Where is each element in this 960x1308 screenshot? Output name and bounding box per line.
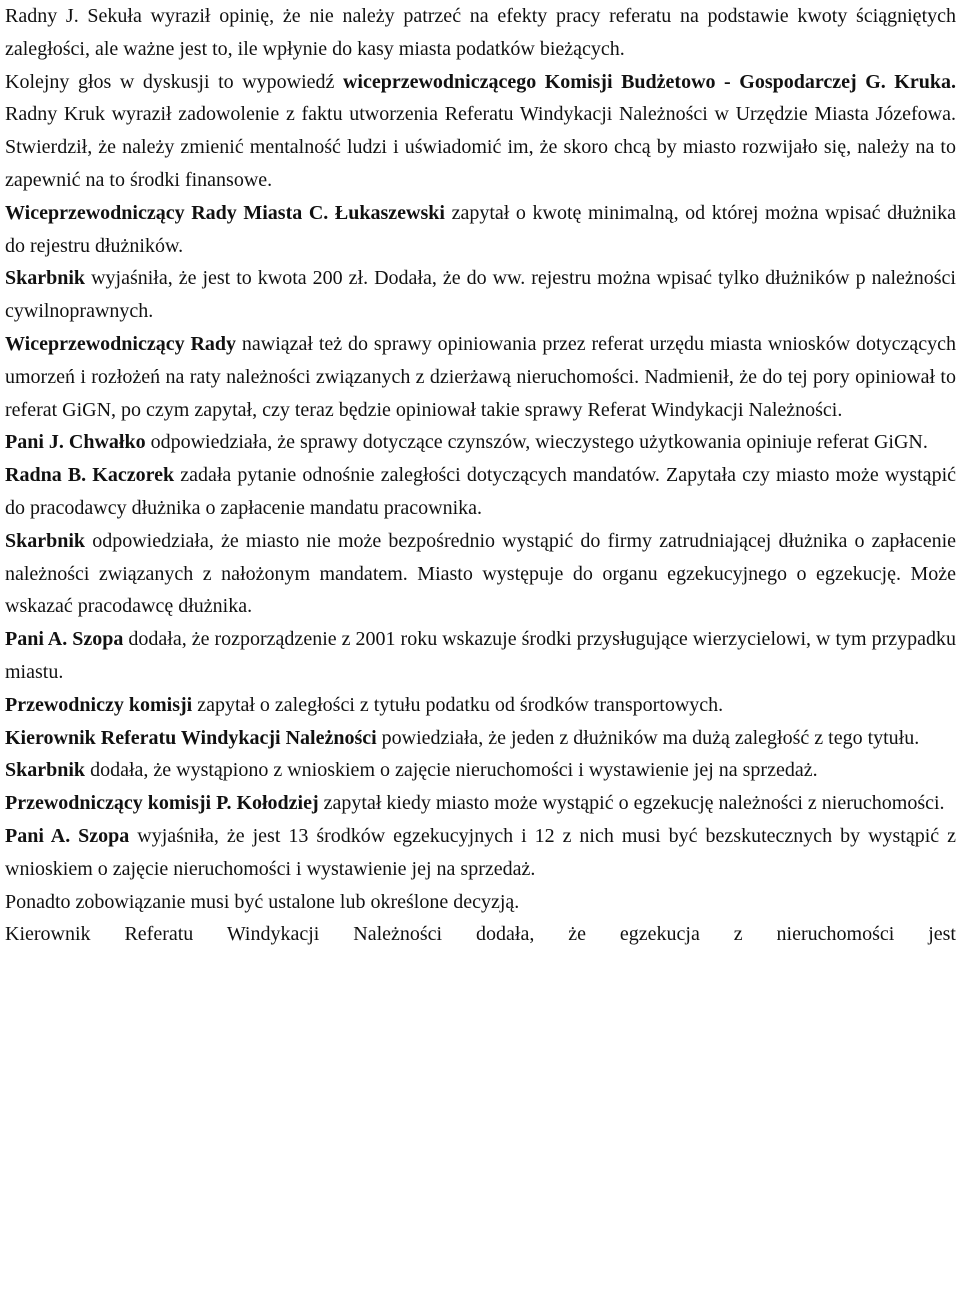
paragraph-head-enforcement: [5, 918, 956, 951]
paragraph-lukaszewski-question: [5, 197, 956, 263]
speaker-name: Przewodniczy komisji: [5, 693, 193, 716]
paragraph-text: Kolejny głos w dyskusji to wypowiedź: [5, 70, 343, 93]
paragraph-text: zadała pytanie odnośnie zaległości dotyczących mandatów. Zapytała czy miasto może wystąpić do pracodawcy dłużnika o zapłacenie mandatu pracownika.: [5, 464, 956, 519]
paragraph-text: wyjaśniła, że jest to kwota 200 zł. Dodała, że do ww. rejestru można wpisać tylko dłużników p należności cywilnoprawnych.: [5, 267, 956, 323]
paragraph-skarbnik-seizure: [5, 754, 956, 787]
speaker-name: Skarbnik: [5, 267, 86, 290]
paragraph-text: powiedziała, że jeden z dłużników ma dużą zaległość z tego tytułu.: [376, 726, 920, 749]
paragraph-szopa-enforcement: [5, 820, 956, 886]
paragraph-decision-note: [5, 886, 956, 919]
paragraph-kolodziej-question: [5, 787, 956, 820]
paragraph-text: nawiązał też do sprawy opiniowania przez referat urzędu miasta wniosków dotyczących umorzeń i rozłożeń na raty należności związanych z dzierżawą nieruchomości. Nadmienił, że do tej pory opiniował to referat GiGN, po czym zapytał, czy teraz będzie opiniował takie sprawy Referat Windykacji Należności.: [5, 332, 956, 421]
paragraph-text: dodała, że rozporządzenie z 2001 roku wskazuje środki przysługujące wierzycielowi, w tym przypadku miastu.: [5, 628, 956, 683]
paragraph-text: odpowiedziała, że sprawy dotyczące czynszów, wieczystego użytkowania opiniuje referat GiGN.: [145, 431, 928, 454]
paragraph-text: dodała, że wystąpiono z wnioskiem o zajęcie nieruchomości i wystawienie jej na sprzedaż.: [85, 759, 818, 782]
paragraph-kaczorek-question: [5, 459, 956, 525]
paragraph-chair-transport-tax: [5, 689, 956, 722]
paragraph-text: Kierownik Referatu Windykacji Należności dodała, że egzekucja z nieruchomości jest: [5, 923, 956, 946]
speaker-name: Wiceprzewodniczący Rady Miasta C. Łukaszewski: [5, 201, 445, 224]
speaker-name: Radna B. Kaczorek: [5, 464, 175, 487]
paragraph-text: wyjaśniła, że jest 13 środków egzekucyjnych i 12 z nich musi być bezskutecznych by wystąpić z wnioskiem o zajęcie nieruchomości i wystawienie jej na sprzedaż.: [5, 824, 957, 880]
paragraph-text: zapytał o kwotę minimalną, od której można wpisać dłużnika do rejestru dłużników.: [5, 201, 956, 257]
paragraph-text: zapytał o zaległości z tytułu podatku od środków transportowych.: [192, 693, 724, 716]
speaker-name: Wiceprzewodniczący Rady: [5, 332, 237, 355]
speaker-name: Pani J. Chwałko: [5, 431, 146, 454]
paragraph-sekula-opinion: [5, 0, 956, 66]
paragraph-text: zapytał kiedy miasto może wystąpić o egzekucję należności z nieruchomości.: [318, 792, 945, 815]
paragraph-text: Ponadto zobowiązanie musi być ustalone lub określone decyzją.: [5, 890, 520, 913]
paragraph-kruk-statement: [5, 66, 956, 197]
speaker-name: Skarbnik: [5, 759, 86, 782]
speaker-name: Pani A. Szopa: [5, 628, 124, 651]
speaker-name: Kierownik Referatu Windykacji Należności: [5, 726, 377, 749]
speaker-name: wiceprzewodniczącego Komisji Budżetowo - Gospodarczej G. Kruka.: [342, 70, 956, 93]
paragraph-szopa-regulation: [5, 623, 956, 689]
speaker-name: Pani A. Szopa: [5, 824, 130, 847]
speaker-name: Przewodniczący komisji P. Kołodziej: [5, 792, 319, 815]
paragraph-text: Radny Kruk wyraził zadowolenie z faktu utworzenia Referatu Windykacji Należności w Urzędzie Miasta Józefowa. Stwierdził, że należy zmienić mentalność ludzi i uświadomić im, że skoro chcą by miasto rozwijało się, należy na to zapewnić na to środki finansowe.: [5, 103, 956, 191]
paragraph-skarbnik-employer: [5, 525, 956, 623]
paragraph-skarbnik-amount: [5, 262, 956, 328]
paragraph-vice-chair-opinions: [5, 328, 956, 426]
paragraph-text: Radny J. Sekuła wyraził opinię, że nie należy patrzeć na efekty pracy referatu na podstawie kwoty ściągniętych zaległości, ale ważne jest to, ile wpłynie do kasy miasta podatków bieżących.: [5, 5, 956, 60]
paragraph-head-debtor: [5, 722, 956, 755]
paragraph-text: odpowiedziała, że miasto nie może bezpośrednio wystąpić do firmy zatrudniającej dłużnika o zapłacenie należności związanych z nałożonym mandatem. Miasto występuje do organu egzekucyjnego o egzekucję. Może wskazać pracodawcę dłużnika.: [5, 529, 956, 618]
speaker-name: Skarbnik: [5, 529, 86, 552]
paragraph-chwalko-answer: [5, 426, 956, 459]
